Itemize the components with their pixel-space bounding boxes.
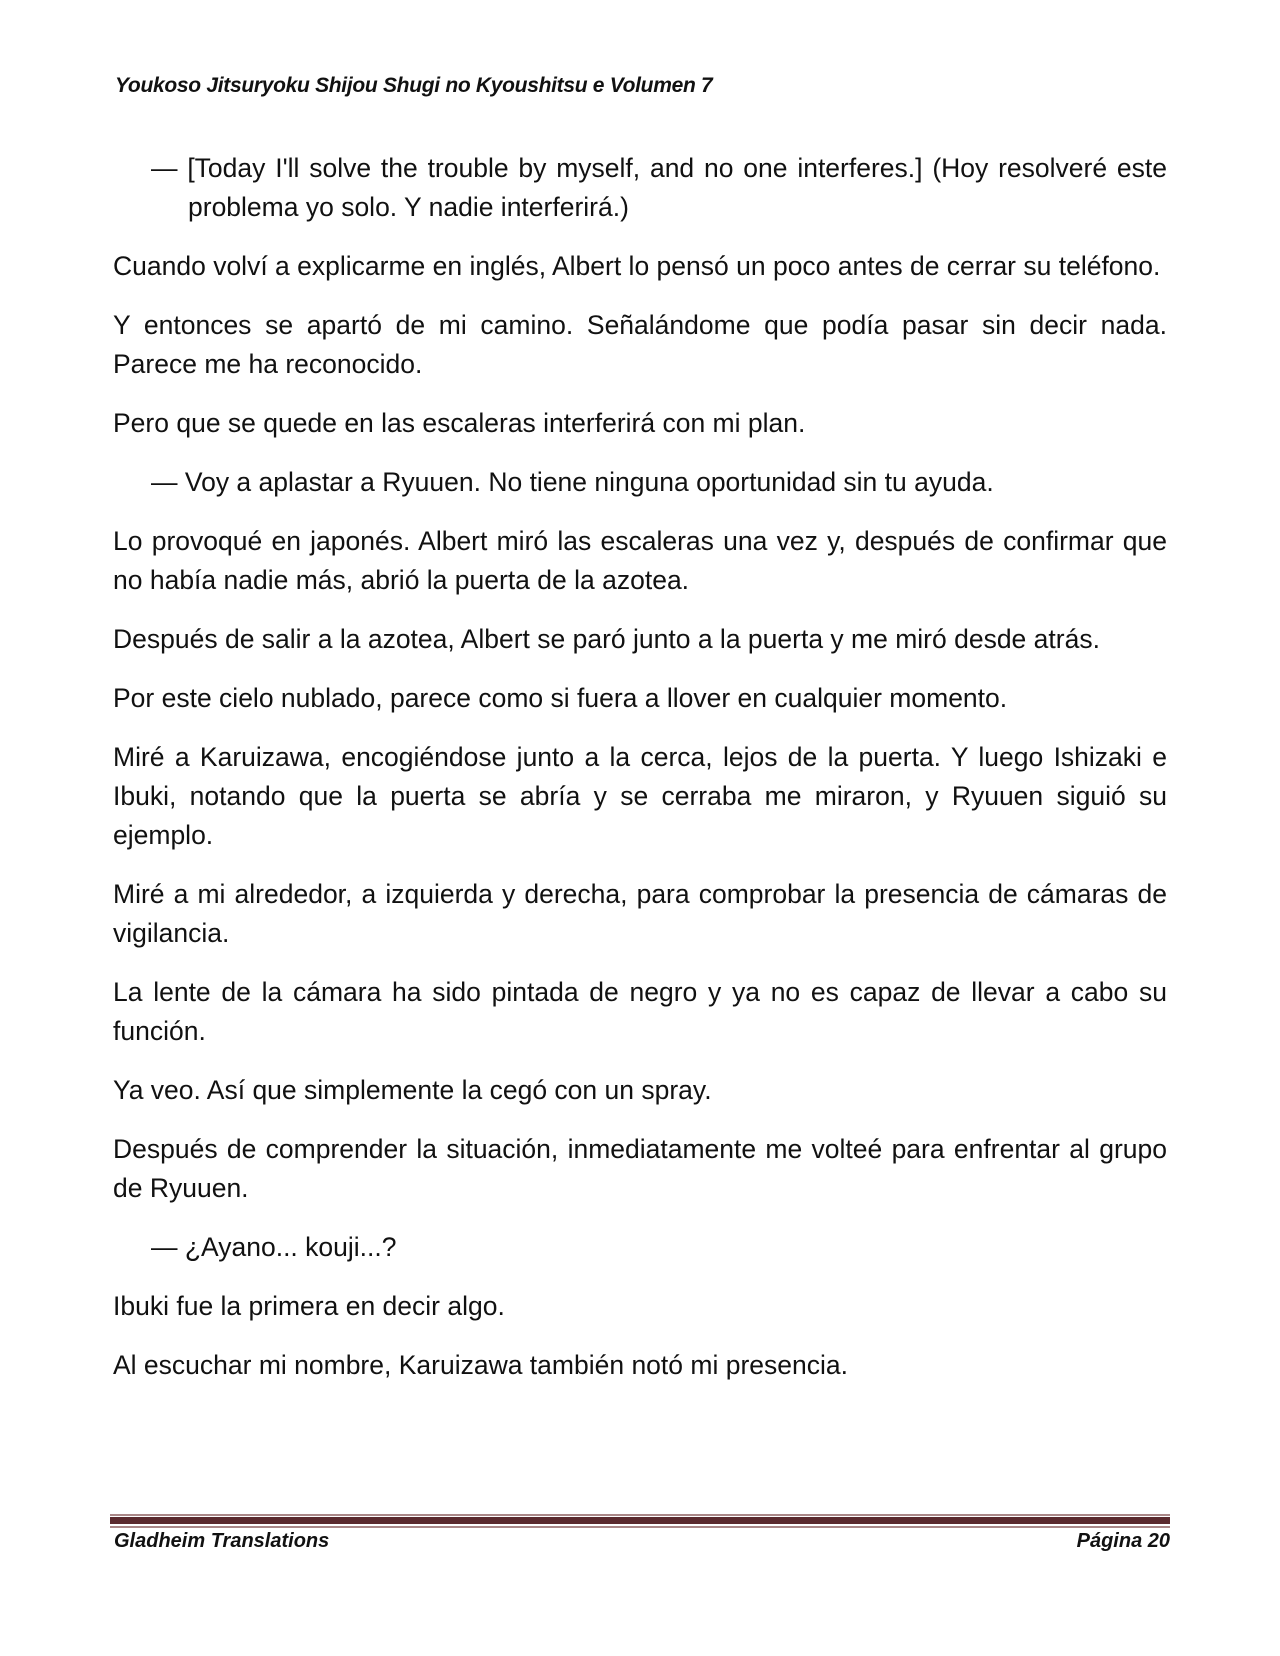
dialogue-paragraph: — Voy a aplastar a Ryuuen. No tiene ninguna oportunidad sin tu ayuda. xyxy=(151,467,994,497)
paragraph: Lo provoqué en japonés. Albert miró las escaleras una vez y, después de confirmar que no había nadie más, abrió la puerta de la azotea. xyxy=(113,526,1167,595)
paragraph: Al escuchar mi nombre, Karuizawa también notó mi presencia. xyxy=(113,1350,848,1380)
footer-rule-thin-top xyxy=(110,1514,1170,1516)
footer-page-number: Página 20 xyxy=(1076,1530,1170,1552)
paragraph: Después de comprender la situación, inmediatamente me volteé para enfrentar al grupo de Ryuuen. xyxy=(113,1134,1167,1203)
paragraph: Y entonces se apartó de mi camino. Señalándome que podía pasar sin decir nada. Parece me ha reconocido. xyxy=(113,310,1167,379)
paragraph: Miré a mi alrededor, a izquierda y derecha, para comprobar la presencia de cámaras de vigilancia. xyxy=(113,879,1167,948)
dialogue-paragraph: — [Today I'll solve the trouble by myself, and no one interferes.] (Hoy resolveré este problema yo solo. Y nadie interferirá.) xyxy=(151,153,1167,222)
paragraph: Después de salir a la azotea, Albert se paró junto a la puerta y me miró desde atrás. xyxy=(113,624,1100,654)
page-header-title: Youkoso Jitsuryoku Shijou Shugi no Kyoushitsu e Volumen 7 xyxy=(115,74,713,97)
paragraph: Ibuki fue la primera en decir algo. xyxy=(113,1291,505,1321)
footer-rule-thin-bottom xyxy=(110,1526,1170,1528)
paragraph: Por este cielo nublado, parece como si fuera a llover en cualquier momento. xyxy=(113,683,1008,713)
footer-translator: Gladheim Translations xyxy=(114,1530,330,1552)
paragraph: Cuando volví a explicarme en inglés, Albert lo pensó un poco antes de cerrar su teléfono. xyxy=(113,251,1161,281)
paragraph: Ya veo. Así que simplemente la cegó con un spray. xyxy=(113,1075,712,1105)
paragraph: La lente de la cámara ha sido pintada de negro y ya no es capaz de llevar a cabo su función. xyxy=(113,977,1167,1046)
paragraph: Miré a Karuizawa, encogiéndose junto a la cerca, lejos de la puerta. Y luego Ishizaki e Ibuki, notando que la puerta se abría y se cerraba me miraron, y Ryuuen siguió su ejemplo. xyxy=(113,742,1167,850)
page-body xyxy=(113,149,1167,1405)
footer-rule xyxy=(110,1517,1170,1524)
paragraph: Pero que se quede en las escaleras interferirá con mi plan. xyxy=(113,408,806,438)
dialogue-paragraph: — ¿Ayano... kouji...? xyxy=(151,1232,397,1262)
